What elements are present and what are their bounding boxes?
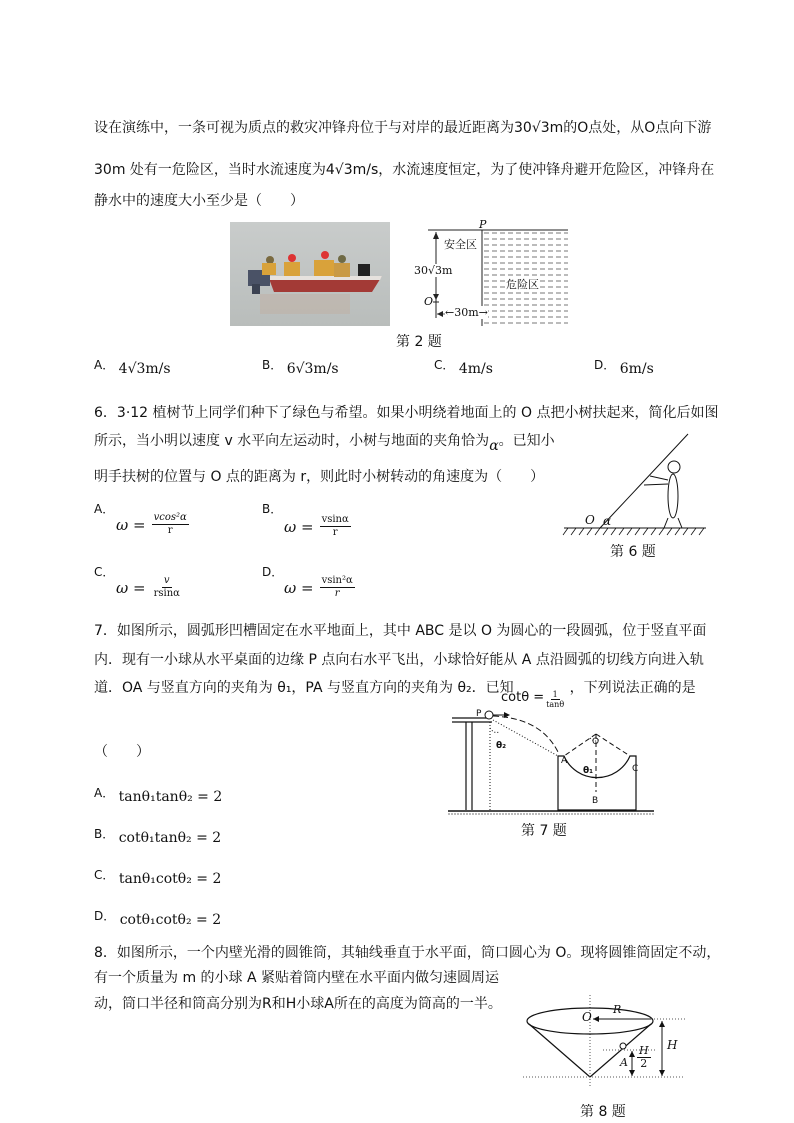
q7-line-2: 内．现有一小球从水平桌面的边缘 P 点向右水平飞出，小球恰好能从 A 点沿圆弧的切线方向进入轨 bbox=[94, 652, 704, 668]
label-o: O bbox=[424, 295, 434, 308]
label-theta2: θ₂ bbox=[496, 741, 507, 751]
option-letter: D． bbox=[594, 358, 616, 372]
q7-option-c[interactable]: C． tanθ₁cotθ₂ = 2 bbox=[94, 868, 222, 887]
label-safe-zone: 安全区 bbox=[444, 238, 477, 251]
q8-line-3: 动，筒口半径和筒高分别为R和H小球A所在的高度为筒高的一半。 bbox=[94, 996, 502, 1012]
q7-line-3: 道．OA 与竖直方向的夹角为 θ₁，PA 与竖直方向的夹角为 θ₂．已知 ，下列说法正确的是 bbox=[94, 680, 696, 696]
label-o: O bbox=[582, 1010, 592, 1024]
boat-illustration bbox=[230, 222, 390, 326]
label-p: P bbox=[479, 218, 487, 231]
q5-option-c[interactable] bbox=[434, 356, 493, 377]
label-o: O bbox=[585, 513, 595, 527]
q5-option-a[interactable] bbox=[94, 356, 171, 377]
tree-support-diagram bbox=[560, 428, 710, 538]
q6-option-c-letter[interactable]: C． bbox=[94, 565, 115, 579]
q5-option-d[interactable] bbox=[594, 356, 654, 377]
label-b: B bbox=[592, 796, 599, 806]
cot-definition: cotθ = $\frac{1}{\tan\theta}$ bbox=[501, 690, 565, 709]
q5-line-1: 设在演练中，一条可视为质点的救灾冲锋舟位于与对岸的最近距离为30√3m的O点处，从O点向下游 bbox=[94, 120, 712, 136]
figure-caption-6: 第 6 题 bbox=[610, 544, 656, 560]
label-distance-height: 30√3m bbox=[414, 264, 453, 277]
q6-option-a-formula[interactable]: ω = $\frac{\text{vcos²α}}{r}$ bbox=[116, 512, 187, 536]
q7-line-1: 7．如图所示，圆弧形凹槽固定在水平地面上，其中 ABC 是以 O 为圆心的一段圆弧，位于竖直平面 bbox=[94, 623, 707, 639]
option-value: 4√3m/s bbox=[118, 361, 171, 377]
label-a: A bbox=[620, 1056, 628, 1069]
q6-option-b-formula[interactable]: ω = $\frac{vsin\alpha}{r}$ bbox=[284, 514, 349, 538]
q6-option-d-letter[interactable]: D． bbox=[262, 565, 284, 579]
label-o: O bbox=[592, 737, 600, 747]
label-r: R bbox=[613, 1003, 622, 1016]
label-theta1: θ₁ bbox=[583, 766, 594, 776]
q7-option-d[interactable]: D． cotθ₁cotθ₂ = 2 bbox=[94, 909, 222, 928]
label-alpha: α bbox=[603, 514, 612, 528]
q5-option-b[interactable] bbox=[262, 356, 339, 377]
q6-line-1: 6．3·12 植树节上同学们种下了绿色与希望。如果小明绕着地面上的 O 点把小树扶起来，简化后如图 bbox=[94, 405, 719, 421]
label-a: A bbox=[561, 756, 568, 766]
option-letter: B． bbox=[262, 358, 283, 372]
label-h: H bbox=[667, 1038, 678, 1052]
q5-line-2: 30m 处有一危险区，当时水流速度为4√3m/s，水流速度恒定，为了使冲锋舟避开危险区，冲锋舟在 bbox=[94, 162, 715, 178]
option-value: 6√3m/s bbox=[286, 361, 339, 377]
q6-option-c-formula[interactable]: ω = $\frac{v}{rsin\alpha}$ bbox=[116, 575, 180, 599]
figure-caption-7: 第 7 题 bbox=[521, 823, 567, 839]
q7-answer-paren: （ ） bbox=[94, 744, 150, 760]
alpha-symbol: α bbox=[489, 438, 499, 454]
option-value: 6m/s bbox=[619, 361, 654, 377]
q6-option-a-letter[interactable]: A． bbox=[94, 502, 115, 516]
label-p: P bbox=[476, 709, 482, 719]
q6-line-2: 所示，当小明以速度 v 水平向左运动时，小树与地面的夹角恰为α。已知小 bbox=[94, 433, 555, 454]
projectile-groove-diagram bbox=[446, 708, 656, 818]
option-value: 4m/s bbox=[458, 361, 493, 377]
option-letter: A． bbox=[94, 358, 115, 372]
label-c: C bbox=[632, 764, 639, 774]
q7-option-b[interactable]: B． cotθ₁tanθ₂ = 2 bbox=[94, 827, 222, 846]
figure-caption-2: 第 2 题 bbox=[396, 334, 442, 350]
q5-line-3: 静水中的速度大小至少是（ ） bbox=[94, 193, 304, 209]
q6-line-3: 明手扶树的位置与 O 点的距离为 r，则此时小树转动的角速度为（ ） bbox=[94, 469, 545, 485]
rescue-boat-photo bbox=[230, 222, 390, 326]
q8-line-1: 8．如图所示，一个内壁光滑的圆锥筒，其轴线垂直于水平面，筒口圆心为 O。现将圆锥筒固定不动， bbox=[94, 945, 721, 961]
option-letter: C． bbox=[434, 358, 455, 372]
q7-option-a[interactable]: A． tanθ₁tanθ₂ = 2 bbox=[94, 786, 223, 805]
q6-option-b-letter[interactable]: B． bbox=[262, 502, 283, 516]
q8-line-2: 有一个质量为 m 的小球 A 紧贴着筒内壁在水平面内做匀速圆周运 bbox=[94, 970, 500, 986]
label-danger-zone: 危险区 bbox=[506, 278, 539, 291]
label-distance-width: ←30m→ bbox=[445, 306, 488, 319]
figure-caption-8: 第 8 题 bbox=[580, 1104, 626, 1120]
q6-option-d-formula[interactable]: ω = $\frac{\text{vsin²α}}{r}$ bbox=[284, 575, 353, 599]
label-half-height: $\frac{H}{2}$ bbox=[639, 1044, 649, 1070]
